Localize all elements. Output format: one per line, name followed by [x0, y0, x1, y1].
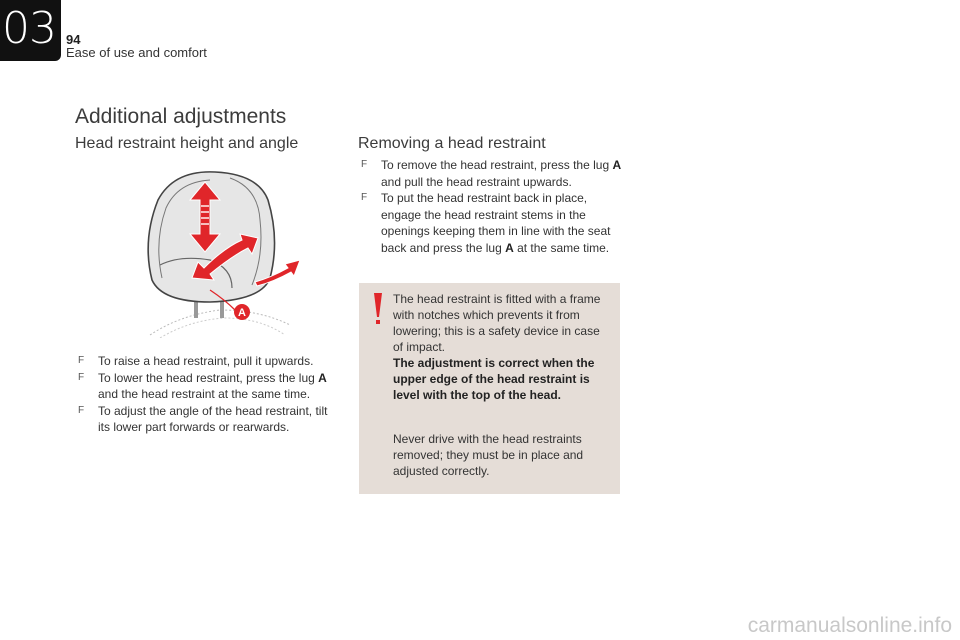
warning-bold-paragraph: The adjustment is correct when the upper edge of the head restraint is level with the top of the head. — [393, 356, 595, 402]
bullet-text: To lower the head restraint, press the lug — [98, 370, 319, 385]
bullet-marker: F — [361, 159, 368, 170]
heading-removing: Removing a head restraint — [358, 135, 546, 152]
bullet-marker: F — [78, 371, 85, 383]
bullet-text: To adjust the angle of the head restraint, tilt its lower part forwards or rearwards. — [98, 403, 328, 434]
list-item — [361, 157, 623, 190]
chapter-number: 03 — [2, 3, 56, 54]
bullet-text: and the head restraint at the same time. — [98, 387, 311, 401]
chapter-tab — [0, 0, 61, 61]
page-title: Additional adjustments — [75, 105, 287, 128]
bullet-marker: F — [78, 404, 85, 416]
lug-reference: A — [612, 158, 622, 172]
lug-reference: A — [318, 370, 327, 385]
bullet-marker: F — [78, 355, 85, 366]
right-instructions — [361, 157, 623, 256]
watermark: carmanualsonline.info — [747, 614, 952, 637]
list-item — [361, 190, 623, 256]
left-instructions — [78, 353, 340, 436]
list-item — [78, 353, 340, 370]
lug-reference: A — [505, 240, 514, 255]
bullet-text: To remove the head restraint, press the lug — [381, 158, 613, 172]
seat-back-outline-inner — [160, 318, 285, 338]
heading-height-angle: Head restraint height and angle — [75, 135, 299, 152]
bullet-text: at the same time. — [513, 240, 610, 255]
head-restraint-illustration — [140, 160, 305, 338]
list-item — [78, 403, 340, 436]
warning-paragraph-2: Never drive with the head restraints removed; they must be in place and adjusted correctly. — [393, 432, 584, 478]
lug-a-label: A — [238, 307, 246, 319]
warning-paragraph: The head restraint is fitted with a frame with notches which prevents it from lowering; this is a safety device in case of impact. — [393, 292, 601, 354]
section-name: Ease of use and comfort — [66, 45, 207, 60]
warning-box — [359, 283, 620, 494]
warning-text — [393, 291, 608, 479]
bullet-marker: F — [361, 192, 368, 203]
bullet-text: To raise a head restraint, pull it upwards. — [98, 354, 314, 368]
list-item — [78, 370, 340, 403]
exclamation-icon — [372, 291, 384, 327]
bullet-text: and pull the head restraint upwards. — [381, 174, 572, 189]
bullet-text: To put the head restraint back in place, engage the head restraint stems in the openings keeping them in line with the seat back and press the lug — [381, 191, 611, 255]
page-number: 94 — [66, 32, 81, 47]
